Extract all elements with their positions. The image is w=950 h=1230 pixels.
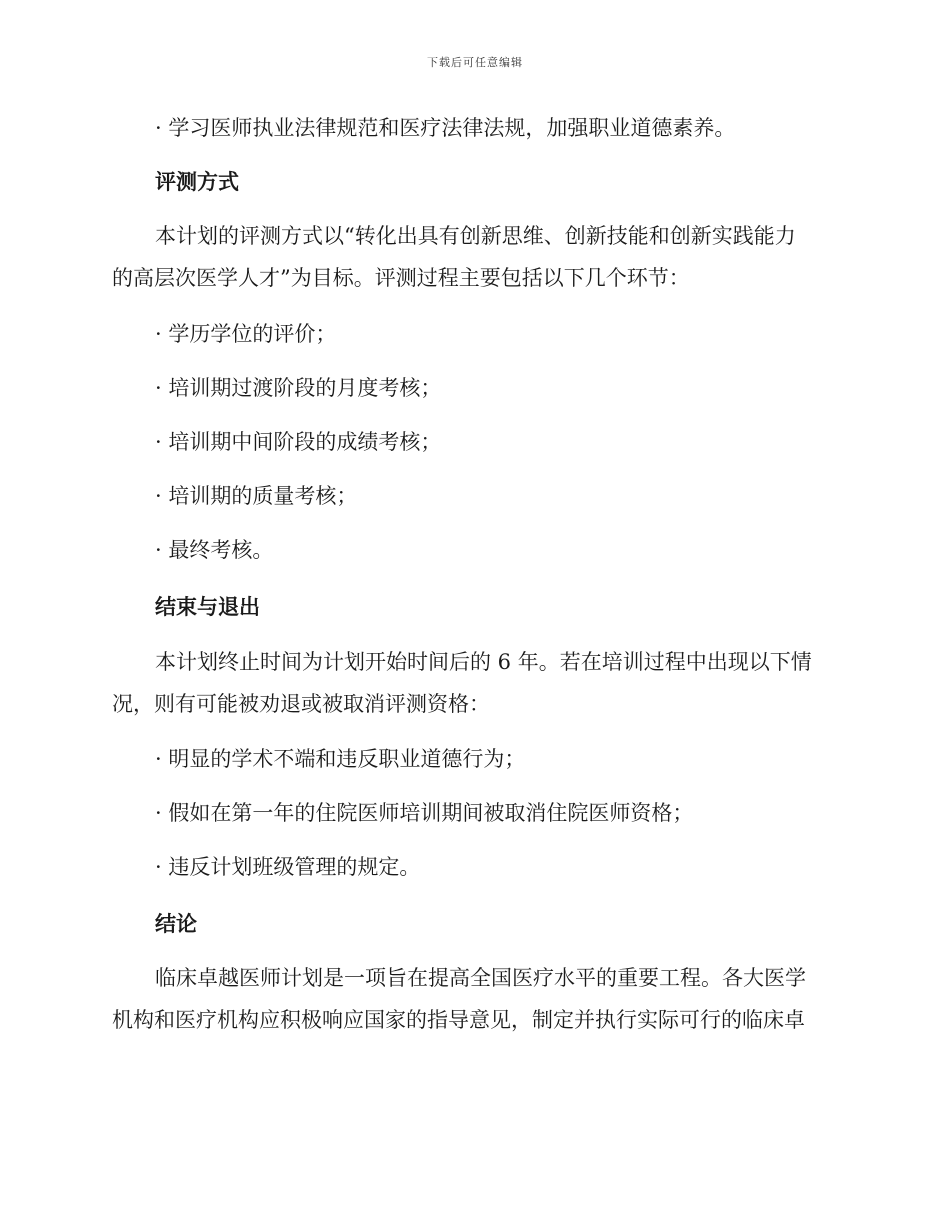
- list-item: · 培训期的质量考核；: [155, 484, 358, 508]
- list-item: · 明显的学术不端和违反职业道德行为；: [155, 747, 526, 771]
- list-item: · 假如在第一年的住院医师培训期间被取消住院医师资格；: [155, 801, 694, 825]
- page-header: 下载后可任意编辑: [427, 56, 523, 69]
- bullet-item: · 学习医师执业法律规范和医疗法律法规，加强职业道德素养。: [155, 116, 736, 140]
- list-item: · 培训期过渡阶段的月度考核；: [155, 376, 442, 400]
- list-item: · 违反计划班级管理的规定。: [155, 855, 421, 879]
- list-item: · 培训期中间阶段的成绩考核；: [155, 430, 442, 454]
- paragraph-line: 本计划的评测方式以“转化出具有创新思维、创新技能和创新实践能力: [155, 224, 796, 248]
- paragraph-line: 本计划终止时间为计划开始时间后的 6 年。若在培训过程中出现以下情: [155, 650, 812, 674]
- list-item: · 学历学位的评价；: [155, 322, 337, 346]
- section-heading-conclusion: 结论: [155, 912, 197, 936]
- paragraph-line: 的高层次医学人才”为目标。评测过程主要包括以下几个环节：: [112, 266, 690, 290]
- paragraph-line: 机构和医疗机构应积极响应国家的指导意见，制定并执行实际可行的临床卓: [112, 1008, 805, 1032]
- paragraph-line: 临床卓越医师计划是一项旨在提高全国医疗水平的重要工程。各大医学: [155, 966, 806, 990]
- section-heading-exit: 结束与退出: [155, 595, 260, 619]
- list-item: · 最终考核。: [155, 538, 274, 562]
- paragraph-line: 况，则有可能被劝退或被取消评测资格：: [112, 692, 490, 716]
- section-heading-evaluation: 评测方式: [155, 170, 239, 194]
